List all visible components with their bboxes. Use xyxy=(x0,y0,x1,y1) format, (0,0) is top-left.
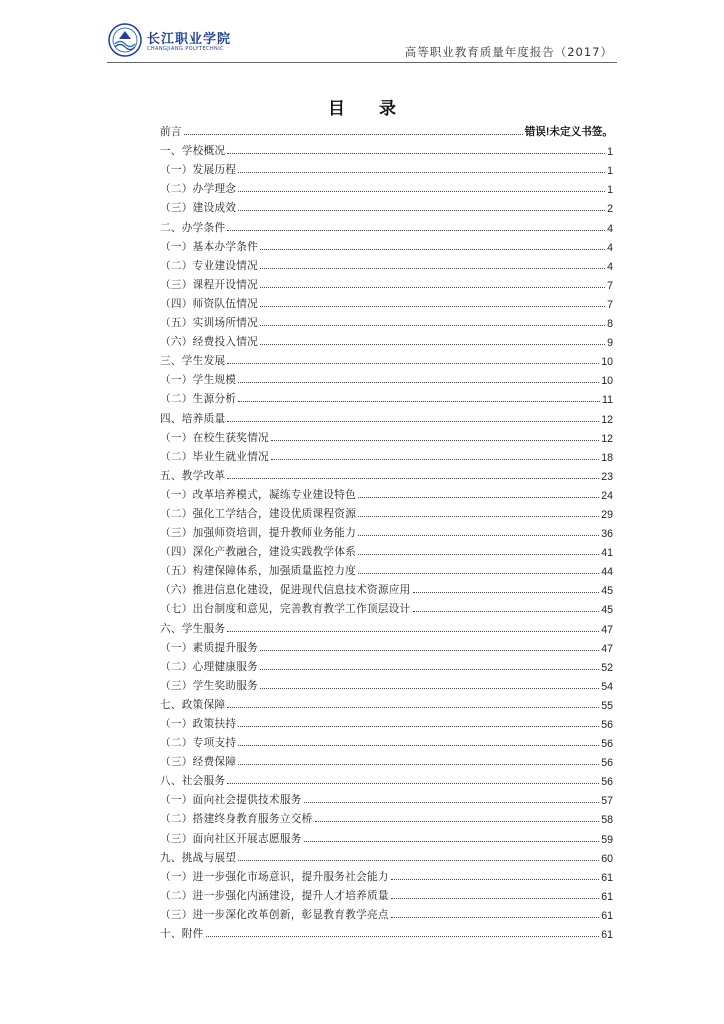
toc-entry[interactable] xyxy=(160,445,613,464)
toc-entry-page: 56 xyxy=(601,757,613,770)
toc-entry-page: 45 xyxy=(601,604,613,617)
toc-entry-title: （二）心理健康服务 xyxy=(160,660,259,673)
toc-entry-page: 1 xyxy=(607,146,613,159)
school-logo xyxy=(107,22,247,62)
toc-entry-title: （一）学生规模 xyxy=(160,374,237,387)
toc-leader-dots xyxy=(391,878,599,880)
toc-entry[interactable] xyxy=(160,636,613,655)
toc-entry-page: 9 xyxy=(607,337,613,350)
toc-entry-page: 23 xyxy=(601,470,613,483)
toc-entry-page: 56 xyxy=(601,719,613,731)
toc-entry-title: （一）面向社会提供技术服务 xyxy=(160,794,302,807)
toc-entry[interactable] xyxy=(160,826,613,845)
toc-leader-dots xyxy=(358,534,599,536)
toc-entry[interactable] xyxy=(160,922,613,941)
toc-entry-title: 三、学生发展 xyxy=(160,355,226,368)
toc-entry-page: 错误!未定义书签。 xyxy=(524,126,613,139)
toc-entry[interactable] xyxy=(160,865,613,884)
toc-entry-page: 52 xyxy=(601,661,613,674)
toc-leader-dots xyxy=(227,782,599,784)
toc-entry-title: 前言 xyxy=(160,126,182,139)
toc-leader-dots xyxy=(260,343,605,345)
toc-entry-page: 41 xyxy=(601,547,613,560)
school-name-en: CHANGJIANG POLYTECHNIC xyxy=(147,46,224,52)
toc-entry-page: 1 xyxy=(607,184,613,197)
toc-entry-title: （二）专业建设情况 xyxy=(160,259,259,272)
toc-entry[interactable] xyxy=(160,387,613,406)
toc-entry-page: 1 xyxy=(607,165,613,178)
toc-entry-title: （三）建设成效 xyxy=(160,202,237,215)
toc-entry[interactable] xyxy=(160,807,613,826)
toc-leader-dots xyxy=(184,133,523,135)
toc-entry-title: （一）基本办学条件 xyxy=(160,240,259,253)
toc-entry[interactable] xyxy=(160,273,613,292)
toc-leader-dots xyxy=(227,229,605,231)
toc-entry[interactable] xyxy=(160,846,613,865)
toc-entry-page: 56 xyxy=(601,776,613,789)
toc-entry-title: （三）学生奖助服务 xyxy=(160,679,259,692)
toc-entry[interactable] xyxy=(160,368,613,387)
toc-leader-dots xyxy=(260,286,605,288)
toc-entry-page: 29 xyxy=(601,508,613,521)
toc-entry-page: 57 xyxy=(601,795,613,808)
toc-entry-page: 47 xyxy=(601,642,613,655)
toc-leader-dots xyxy=(206,935,600,937)
toc-entry[interactable] xyxy=(160,330,613,349)
toc-leader-dots xyxy=(260,267,605,269)
toc-entry[interactable] xyxy=(160,731,613,750)
toc-entry-title: （一）改革培养模式，凝练专业建设特色 xyxy=(160,488,357,501)
toc-entry-title: （三）进一步深化改革创新，彰显教育教学亮点 xyxy=(160,908,389,921)
toc-entry-title: （一）素质提升服务 xyxy=(160,641,259,654)
toc-entry-page: 12 xyxy=(601,413,613,426)
toc-entry-title: （五）构建保障体系，加强质量监控力度 xyxy=(160,565,357,578)
page-header xyxy=(107,22,617,64)
toc-entry[interactable] xyxy=(160,196,613,215)
toc-entry-title: 八、社会服务 xyxy=(160,775,226,788)
toc-entry-title: 七、政策保障 xyxy=(160,698,226,711)
toc-entry-title: 六、学生服务 xyxy=(160,622,226,635)
toc-entry-page: 7 xyxy=(607,298,613,311)
toc-entry-title: （三）课程开设情况 xyxy=(160,278,259,291)
school-name: 长江职业学院 xyxy=(147,32,232,47)
toc-entry-page: 58 xyxy=(601,814,613,827)
toc-entry[interactable] xyxy=(160,674,613,693)
toc-entry-page: 45 xyxy=(601,585,613,598)
toc-entry-title: （一）发展历程 xyxy=(160,164,237,177)
toc-entry[interactable] xyxy=(160,464,613,483)
toc-entry[interactable] xyxy=(160,559,613,578)
toc-leader-dots xyxy=(358,496,599,498)
toc-entry-title: （一）政策扶持 xyxy=(160,718,237,730)
toc-entry[interactable] xyxy=(160,406,613,425)
toc-entry-title: （二）生源分析 xyxy=(160,393,237,406)
toc-leader-dots xyxy=(227,152,605,154)
toc-leader-dots xyxy=(238,381,599,383)
toc-leader-dots xyxy=(260,305,605,307)
toc-entry[interactable] xyxy=(160,788,613,807)
toc-entry[interactable] xyxy=(160,139,613,158)
toc-leader-dots xyxy=(227,706,599,708)
toc-leader-dots xyxy=(260,687,599,689)
toc-entry-page: 55 xyxy=(601,699,613,712)
toc-entry[interactable] xyxy=(160,616,613,635)
toc-leader-dots xyxy=(238,171,605,173)
toc-leader-dots xyxy=(260,649,599,651)
toc-leader-dots xyxy=(413,610,600,612)
toc-entry-title: （六）经费投入情况 xyxy=(160,336,259,349)
toc-entry-title: （二）强化工学结合，建设优质课程资源 xyxy=(160,507,357,520)
toc-entry[interactable] xyxy=(160,597,613,616)
toc-entry[interactable] xyxy=(160,769,613,788)
toc-leader-dots xyxy=(227,630,599,632)
toc-entry[interactable] xyxy=(160,655,613,674)
toc-entry[interactable] xyxy=(160,903,613,922)
toc-entry-page: 61 xyxy=(601,929,613,942)
toc-leader-dots xyxy=(413,591,600,593)
toc-leader-dots xyxy=(238,400,600,402)
school-emblem-icon xyxy=(107,22,143,58)
toc-entry[interactable] xyxy=(160,693,613,712)
toc-leader-dots xyxy=(227,362,599,364)
table-of-contents xyxy=(160,120,613,941)
toc-entry-title: 一、学校概况 xyxy=(160,145,226,158)
toc-entry-page: 4 xyxy=(607,241,613,254)
toc-entry-page: 54 xyxy=(601,680,613,693)
toc-leader-dots xyxy=(271,458,599,460)
toc-entry-title: （六）推进信息化建设，促进现代信息技术资源应用 xyxy=(160,584,411,597)
toc-entry-page: 18 xyxy=(601,451,613,464)
toc-leader-dots xyxy=(304,840,600,842)
toc-entry[interactable] xyxy=(160,177,613,196)
toc-leader-dots xyxy=(227,477,599,479)
toc-leader-dots xyxy=(260,248,605,250)
toc-entry-page: 56 xyxy=(601,738,613,751)
toc-leader-dots xyxy=(358,572,599,574)
toc-entry-title: （一）在校生获奖情况 xyxy=(160,431,269,444)
toc-entry-page: 10 xyxy=(601,356,613,369)
toc-leader-dots xyxy=(227,420,599,422)
toc-leader-dots xyxy=(238,744,599,746)
toc-leader-dots xyxy=(358,553,599,555)
toc-entry[interactable] xyxy=(160,254,613,273)
toc-leader-dots xyxy=(271,439,599,441)
toc-leader-dots xyxy=(238,190,605,192)
toc-leader-dots xyxy=(315,820,600,822)
toc-entry-page: 11 xyxy=(602,394,613,407)
toc-entry-title: （二）办学理念 xyxy=(160,183,237,196)
toc-entry-page: 4 xyxy=(607,260,613,273)
toc-leader-dots xyxy=(391,916,599,918)
toc-entry[interactable] xyxy=(160,292,613,311)
toc-entry-page: 4 xyxy=(607,222,613,235)
toc-entry-page: 36 xyxy=(601,528,613,541)
toc-entry-title: （七）出台制度和意见，完善教育教学工作顶层设计 xyxy=(160,603,411,616)
toc-entry-page: 59 xyxy=(601,833,613,846)
toc-entry-title: （五）实训场所情况 xyxy=(160,317,259,330)
toc-entry[interactable] xyxy=(160,215,613,234)
toc-entry-title: 二、办学条件 xyxy=(160,221,226,234)
toc-entry[interactable] xyxy=(160,502,613,521)
toc-entry-title: 五、教学改革 xyxy=(160,469,226,482)
toc-entry-page: 60 xyxy=(601,852,613,865)
toc-entry[interactable] xyxy=(160,712,613,731)
toc-entry[interactable] xyxy=(160,750,613,769)
toc-entry-title: 十、附件 xyxy=(160,928,204,941)
header-divider xyxy=(107,62,617,63)
toc-entry[interactable] xyxy=(160,483,613,502)
toc-entry-title: （一）进一步强化市场意识，提升服务社会能力 xyxy=(160,870,389,883)
toc-leader-dots xyxy=(238,763,599,765)
toc-entry[interactable] xyxy=(160,311,613,330)
toc-title: 目 录 xyxy=(328,99,410,119)
toc-entry-page: 8 xyxy=(607,318,613,331)
toc-entry-page: 61 xyxy=(601,909,613,922)
toc-entry[interactable] xyxy=(160,884,613,903)
toc-entry-page: 44 xyxy=(601,566,613,579)
toc-entry[interactable] xyxy=(160,235,613,254)
toc-leader-dots xyxy=(238,725,599,727)
toc-entry-page: 10 xyxy=(601,375,613,388)
toc-entry-title: （四）师资队伍情况 xyxy=(160,297,259,310)
toc-entry-title: （二）专项支持 xyxy=(160,737,237,750)
toc-entry[interactable] xyxy=(160,426,613,445)
toc-entry[interactable] xyxy=(160,578,613,597)
toc-entry[interactable] xyxy=(160,158,613,177)
toc-leader-dots xyxy=(260,324,605,326)
toc-entry-title: （四）深化产教融合，建设实践教学体系 xyxy=(160,546,357,559)
toc-entry-title: （二）进一步强化内涵建设，提升人才培养质量 xyxy=(160,889,389,902)
toc-leader-dots xyxy=(304,801,600,803)
toc-entry[interactable] xyxy=(160,120,613,139)
toc-entry-title: 九、挑战与展望 xyxy=(160,851,237,864)
toc-entry-title: （三）经费保障 xyxy=(160,756,237,769)
toc-entry-title: （二）毕业生就业情况 xyxy=(160,450,269,463)
toc-entry-title: （三）加强师资培训，提升教师业务能力 xyxy=(160,527,357,540)
report-title: 高等职业教育质量年度报告（2017） xyxy=(404,45,613,59)
toc-leader-dots xyxy=(358,515,599,517)
toc-leader-dots xyxy=(238,859,599,861)
toc-entry-page: 61 xyxy=(601,890,613,903)
toc-entry[interactable] xyxy=(160,349,613,368)
toc-entry-title: （二）搭建终身教育服务立交桥 xyxy=(160,813,313,826)
toc-entry-page: 47 xyxy=(601,623,613,636)
toc-entry-page: 61 xyxy=(601,871,613,884)
toc-leader-dots xyxy=(238,209,605,211)
toc-leader-dots xyxy=(391,897,599,899)
toc-entry-title: （三）面向社区开展志愿服务 xyxy=(160,832,302,845)
toc-entry-title: 四、培养质量 xyxy=(160,412,226,425)
toc-entry[interactable] xyxy=(160,521,613,540)
toc-entry[interactable] xyxy=(160,540,613,559)
toc-entry-page: 2 xyxy=(607,203,613,216)
toc-entry-page: 7 xyxy=(607,279,613,292)
toc-leader-dots xyxy=(260,668,599,670)
toc-entry-page: 12 xyxy=(601,432,613,445)
toc-entry-page: 24 xyxy=(601,489,613,502)
